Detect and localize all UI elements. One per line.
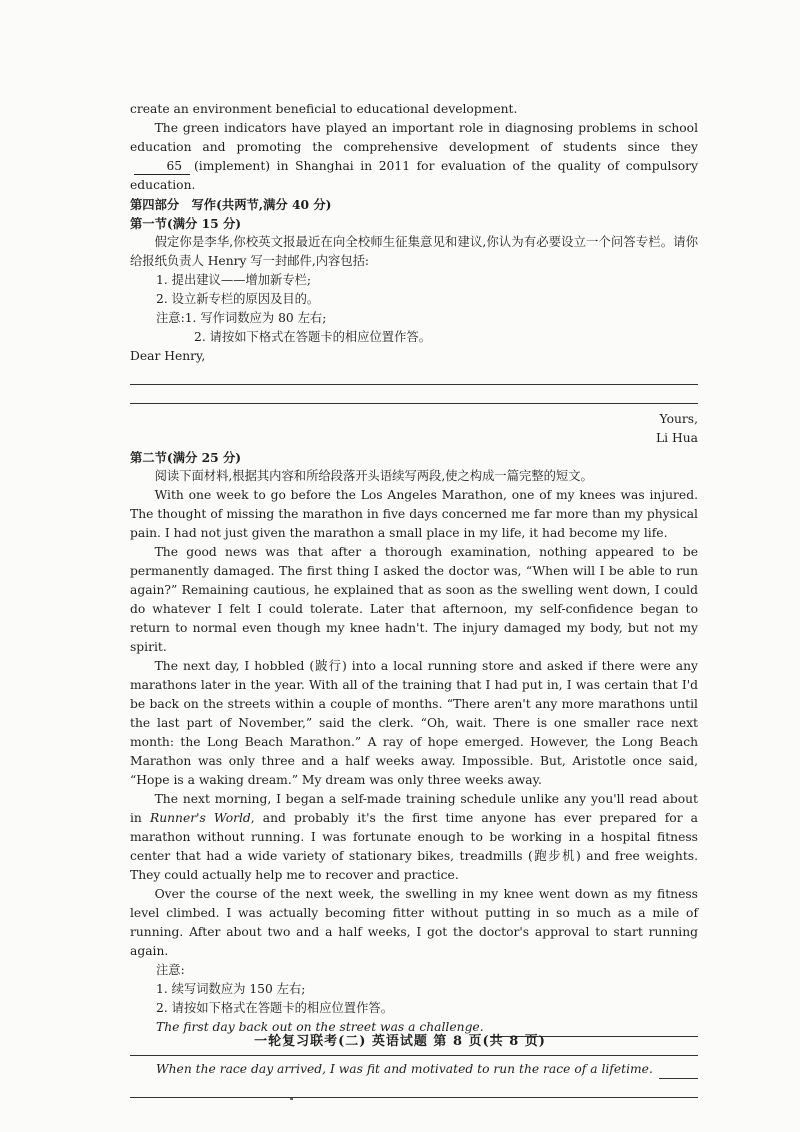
section2-notes-title: 注意:: [156, 963, 185, 977]
exam-page: [130, 100, 698, 1098]
writing-line: [130, 385, 698, 404]
fill-in-paragraph: The green indicators have played an important role in diagnosing problems in school education and promoting the comprehensive development of students since they65 (implement) in Shanghai in 2011 for evaluation of the quality of compulsory education.: [130, 121, 698, 192]
story-paragraph-1: With one week to go before the Los Angeles Marathon, one of my knees was injured. The thought of missing the marathon in five days concerned me far more than my physical pain. I had not just given the marathon a small place in my life, it had become my life.: [130, 488, 698, 540]
story-paragraph-5: Over the course of the next week, the swelling in my knee went down as my fitness level climbed. I was actually becoming fitter without putting in so much as a mile of running. After about two and a half weeks, I got the doctor's approval to start running again.: [130, 887, 698, 958]
answer-blank-65: 65: [134, 159, 190, 175]
story-paragraph-3: The next day, I hobbled (跛行) into a local running store and asked if there were any marathons later in the year. With all of the training that I had put in, I was certain that I'd be back on the streets within a couple of months. “There aren't any more marathons until the last part of November,” said the clerk. “Oh, wait. There is one smaller race next month: the Long Beach Marathon.” A ray of hope emerged. However, the Long Beach Marathon was only three and a half weeks away. Impossible. But, Aristotle once said, “Hope is a waking dream.” My dream was only three weeks away.: [130, 659, 698, 787]
salutation: Dear Henry,: [130, 349, 206, 363]
writing-line: [130, 366, 698, 385]
section1-prompt: 假定你是李华,你校英文报最近在向全校师生征集意见和建议,你认为有必要设立一个问答专栏。请你给报纸负责人 Henry 写一封邮件,内容包括:: [130, 235, 698, 268]
signature: Li Hua: [656, 431, 698, 445]
continuation-start-2: When the race day arrived, I was fit and motivated to run the race of a lifetime.: [130, 1060, 698, 1079]
section1-note-1: 注意:1. 写作词数应为 80 左右;: [156, 311, 327, 325]
section2-note-1: 1. 续写词数应为 150 左右;: [156, 982, 306, 996]
continuation-start-1: The first day back out on the street was a challenge.: [130, 1018, 698, 1037]
section1-point-1: 1. 提出建议——增加新专栏;: [156, 273, 312, 287]
section2-note-2: 2. 请按如下格式在答题卡的相应位置作答。: [156, 1001, 393, 1015]
scan-speck: [290, 1098, 293, 1100]
part4-title: 第四部分 写作(共两节,满分 40 分): [130, 197, 332, 212]
section2-prompt: 阅读下面材料,根据其内容和所给段落开头语续写两段,使之构成一篇完整的短文。: [154, 469, 593, 483]
text-line: create an environment beneficial to educational development.: [130, 102, 518, 116]
writing-line: [659, 1064, 698, 1079]
story-paragraph-4: The next morning, I began a self-made training schedule unlike any you'll read about in Runner's World, and probably it's the first time anyone has ever prepared for a marathon without running. I was fortunate enough to be working in a hospital fitness center that had a wide variety of stationary bikes, treadmills (跑步机) and free weights. They could actually help me to recover and practice.: [130, 792, 698, 882]
section2-title: 第二节(满分 25 分): [130, 450, 242, 465]
closing: Yours,: [659, 412, 698, 426]
page-footer: 一轮复习联考(二) 英语试题 第 8 页(共 8 页): [254, 1034, 546, 1049]
story-paragraph-2: The good news was that after a thorough examination, nothing appeared to be permanently damaged. The first thing I asked the doctor was, “When will I be able to run again?” Remaining cautious, he explained that as soon as the swelling went down, I could do whatever I felt I could tolerate. Later that afternoon, my self-confidence began to return to normal even though my knee hadn't. The injury damaged my body, but not my spirit.: [130, 545, 698, 654]
writing-line: [130, 1079, 698, 1098]
section1-title: 第一节(满分 15 分): [130, 216, 242, 231]
section1-point-2: 2. 设立新专栏的原因及目的。: [156, 292, 320, 306]
section1-note-2: 2. 请按如下格式在答题卡的相应位置作答。: [194, 330, 431, 344]
